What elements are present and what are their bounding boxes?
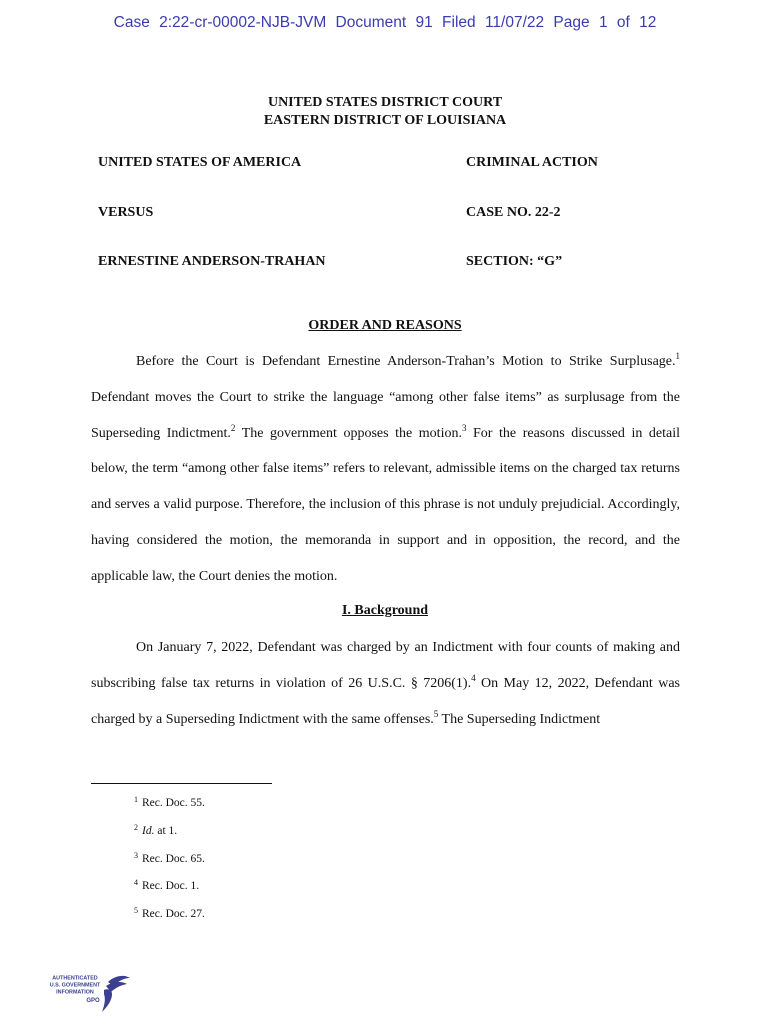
body-paragraph-1 — [91, 344, 680, 595]
footnote-text: at 1. — [154, 824, 178, 837]
footnote-2 — [134, 820, 205, 848]
footnote-text: Rec. Doc. 55. — [142, 797, 205, 809]
caption-case-number: CASE NO. 22-2 — [466, 205, 561, 220]
footnote-3 — [134, 848, 205, 876]
caption-versus: VERSUS — [98, 205, 154, 220]
footnotes — [134, 792, 205, 931]
footnote-italic: Id. — [142, 824, 155, 837]
footnote-ref-5[interactable]: 5 — [433, 708, 439, 719]
seal-text-line1: AUTHENTICATED — [52, 975, 98, 982]
paragraph1-text-a: Before the Court is Defendant Ernestine Anderson-Trahan’s Motion to Strike Surplusage. — [136, 354, 676, 369]
paragraph2-text-a: On January 7, 2022, Defendant was charged by an Indictment with four counts of making and subscribing false tax returns in violation of 26 U.S.C. § 7206(1). — [91, 640, 680, 691]
court-name — [0, 94, 770, 130]
paragraph2-text-c: The Superseding Indictment — [438, 711, 601, 727]
footnote-ref-3[interactable]: 3 — [461, 422, 467, 433]
footnote-1 — [134, 792, 205, 820]
paragraph2-text-b: On May 12, 2022, Defendant was charged by a Superseding Indictment with the same offenses. — [91, 675, 680, 727]
gpo-authentication-seal — [44, 972, 134, 1016]
footnote-number: 1 — [134, 795, 138, 804]
footnote-5 — [134, 903, 205, 931]
paragraph1-text-c: The government opposes the motion. — [235, 425, 462, 441]
paragraph1-text-b: Defendant moves the Court to strike the language “among other false items” as surplusage from the Superseding Indictment. — [91, 389, 680, 441]
footnote-4 — [134, 875, 205, 903]
caption-plaintiff: UNITED STATES OF AMERICA — [98, 155, 302, 170]
section-heading-background: I. Background — [341, 603, 429, 618]
court-name-line2: EASTERN DISTRICT OF LOUISIANA — [263, 113, 507, 128]
caption-action: CRIMINAL ACTION — [466, 155, 598, 170]
footnote-number: 5 — [134, 906, 138, 916]
seal-text-line3: INFORMATION — [56, 989, 94, 996]
footnote-ref-2[interactable]: 2 — [230, 422, 236, 433]
footnote-number: 3 — [134, 850, 138, 860]
eagle-icon — [102, 976, 130, 1012]
ecf-filing-header: Case 2:22-cr-00002-NJB-JVM Document 91 Filed 11/07/22 Page 1 of 12 — [113, 14, 657, 31]
seal-text-gpo: GPO — [86, 998, 100, 1004]
caption-defendant: ERNESTINE ANDERSON-TRAHAN — [98, 254, 326, 269]
footnote-text: Rec. Doc. 65. — [142, 852, 205, 865]
order-title: ORDER AND REASONS — [308, 318, 462, 333]
footnote-text: Rec. Doc. 27. — [142, 908, 205, 921]
footnote-number: 4 — [134, 878, 138, 888]
footnote-text: Rec. Doc. 1. — [142, 880, 200, 893]
footnote-divider — [91, 783, 272, 784]
footnote-number: 2 — [134, 822, 138, 832]
footnote-ref-4[interactable]: 4 — [471, 672, 476, 683]
caption-section: SECTION: “G” — [466, 254, 563, 269]
body-paragraph-2 — [91, 630, 680, 737]
footnote-ref-1[interactable]: 1 — [675, 351, 680, 361]
paragraph1-text-d: For the reasons discussed in detail below, the term “among other false items” refers to relevant, admissible items on the charged tax returns and serves a valid purpose. Therefore, the inclusion of this phrase is not unduly prejudicial. Accordingly, having considered the motion, the memoranda in support and in opposition, the record, and the applicable law, the Court denies the motion. — [91, 425, 680, 584]
seal-text-line2: U.S. GOVERNMENT — [49, 982, 101, 989]
court-name-line1: UNITED STATES DISTRICT COURT — [267, 95, 503, 110]
